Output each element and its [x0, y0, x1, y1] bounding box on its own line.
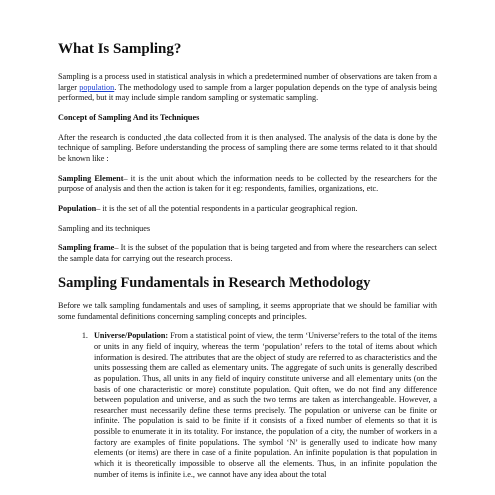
universe-population-text: From a statistical point of view, the term ‘Universe’refers to the total of the items or units in any field of inquiry, whereas the term ‘population’ refers to the total of items about which information is desired. The attributes that are the object of study are referred to as characteristics and the units possessing them are called as elementary units. The aggregate of such units is generally described as population. Thus, all units in any field of inquiry constitute universe and all elementary units (on the basis of one characteristic or more) constitute population. Quit often, we do not find any difference between population and universe, and as such the two terms are taken as interchangeable. However, a researcher must necessarily define these terms precisely. The population or universe can be finite or infinite. The population is said to be finite if it consists of a fixed number of elements so that it is possible to enumerate it in its totality. For instance, the population of a city, the number of workers in a factory are examples of finite populations. The symbol ‘N’ is generally used to indicate how many elements (or items) are there in case of a finite population. An infinite population is that population in which it is theoretically impossible to observe all the elements. Thus, in an infinite population the number of items is infinite i.e., we cannot have any idea about the total [94, 331, 437, 479]
sampling-element-text: – it is the unit about which the information needs to be collected by the researchers for the purpose of analysis and then the action is taken for it eg: respondents, families, organizations, etc. [58, 173, 438, 194]
concept-paragraph: After the research is conducted ,the data collected from it is then analysed. The analysis of the data is done by the technique of sampling. Before understanding the process of sampling there are some terms related to it that should be known like : [58, 132, 437, 163]
population-text: – it is the set of all the potential respondents in a particular geographical region. [96, 203, 358, 213]
sampling-frame-paragraph [58, 243, 437, 264]
page-title: What Is Sampling? [58, 41, 182, 57]
population-term: Population [58, 203, 97, 213]
sampling-frame-text: – It is the subset of the population that is being targeted and from where the researchers can select the sample data for carrying out the research process. [58, 243, 437, 263]
population-link[interactable]: population [79, 82, 115, 92]
intro-paragraph [58, 72, 437, 104]
list-item [90, 331, 437, 480]
fundamentals-heading: Sampling Fundamentals in Research Methodology [58, 274, 371, 291]
sampling-element-paragraph [58, 174, 437, 195]
techniques-paragraph: Sampling and its techniques [58, 223, 151, 233]
universe-population-term: Universe/Population: [94, 331, 169, 341]
definitions-list [58, 331, 437, 480]
fundamentals-paragraph: Before we talk sampling fundamentals and uses of sampling, it seems appropriate that we should be familiar with some fundamental definitions concerning sampling concepts and principles. [58, 300, 437, 321]
sampling-frame-term: Sampling frame [58, 243, 115, 253]
population-paragraph [58, 204, 437, 215]
intro-text-start: Sampling is a process used in statistical analysis in which a predetermined number of observations are taken from a larger [58, 72, 437, 92]
sampling-element-term: Sampling Element [58, 173, 124, 183]
concept-heading: Concept of Sampling And its Techniques [58, 112, 200, 122]
intro-text-end: . The methodology used to sample from a larger population depends on the type of analysis being performed, but it may include simple random sampling or systematic sampling. [58, 82, 437, 103]
